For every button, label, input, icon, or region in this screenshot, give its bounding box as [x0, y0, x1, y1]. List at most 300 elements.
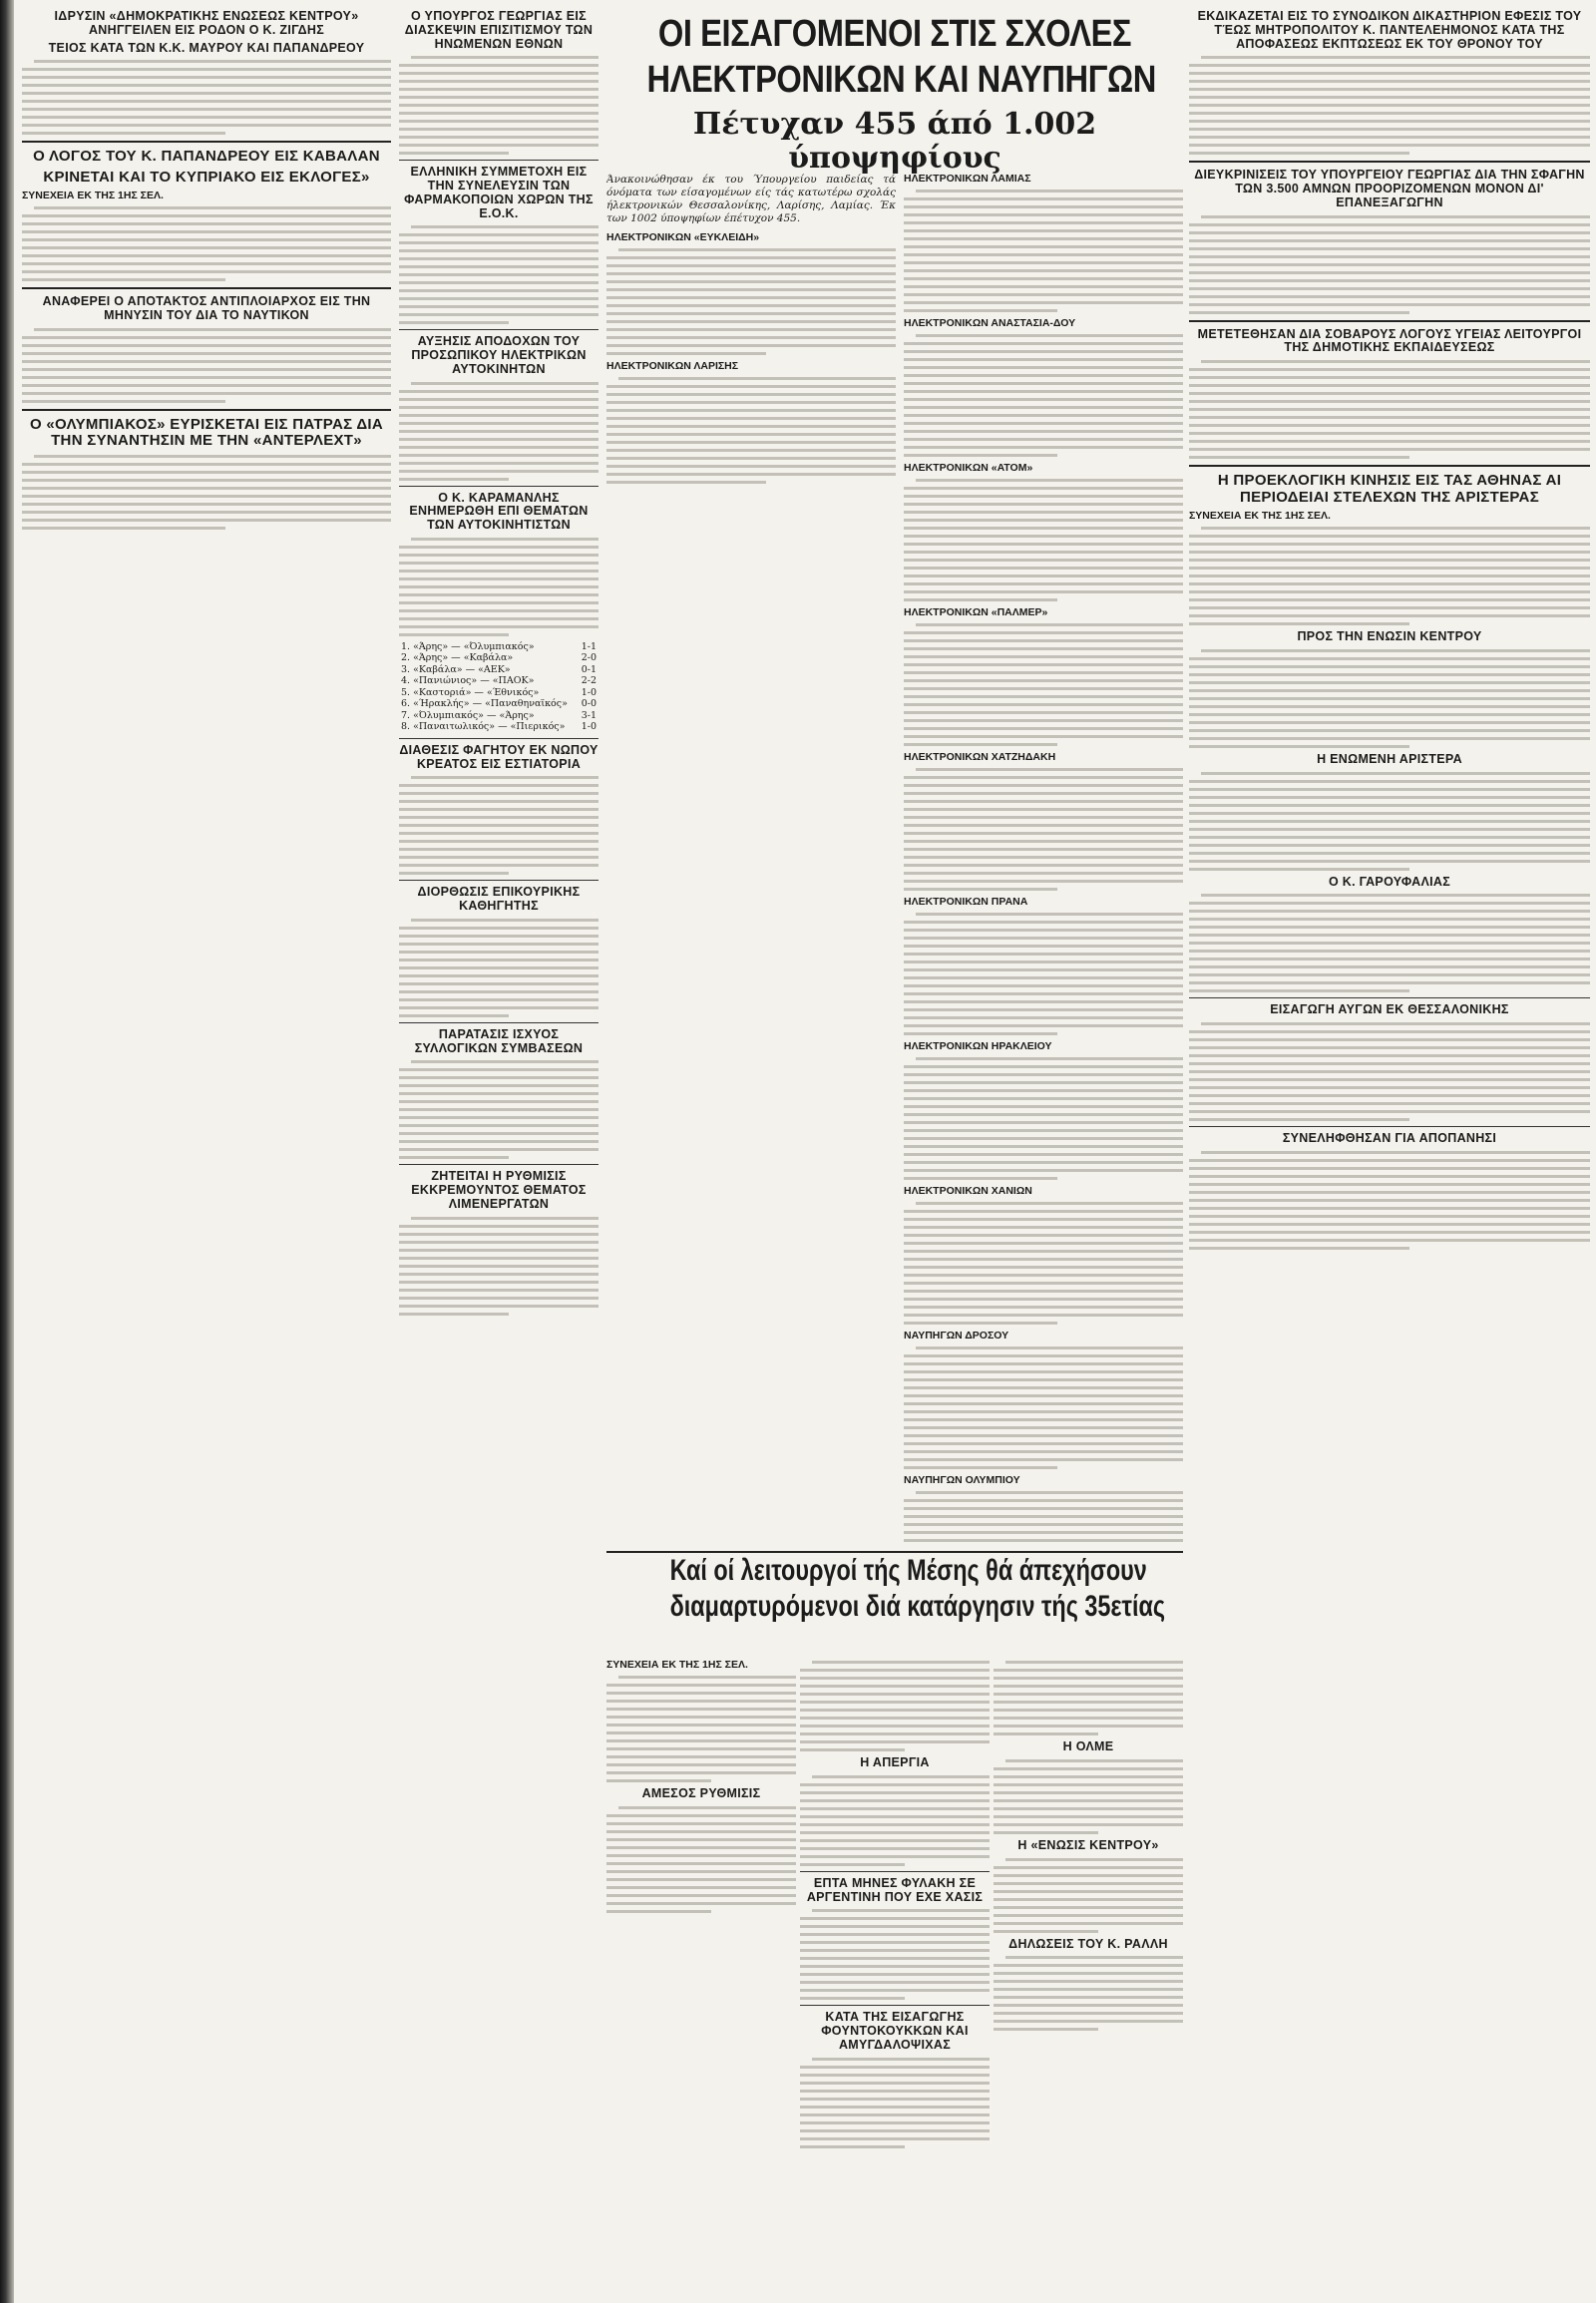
text-line	[904, 543, 1183, 546]
bottom-column-1	[606, 1656, 796, 2294]
text-line	[606, 344, 896, 347]
text-line	[399, 454, 598, 457]
text-line	[399, 943, 598, 946]
text-line	[22, 230, 391, 233]
text-line	[904, 229, 1183, 232]
main-headline-line1: ΟΙ ΕΙΣΑΓΟΜΕΝΟΙ ΣΤΙΣ ΣΧΟΛΕΣ	[657, 13, 1132, 55]
text-line	[1201, 649, 1590, 652]
text-line	[399, 998, 598, 1001]
text-line	[606, 401, 896, 404]
text-line	[22, 344, 391, 347]
text-line	[904, 743, 1057, 746]
text-line	[904, 968, 1183, 971]
subhead-enomeni-aristera: Η ΕΝΩΜΕΝΗ ΑΡΙΣΤΕΡΑ	[1317, 751, 1462, 766]
text-line	[994, 1709, 1183, 1712]
text-line	[1189, 279, 1590, 282]
text-line	[606, 304, 896, 307]
text-line	[994, 1906, 1183, 1909]
text-line	[800, 1693, 990, 1696]
headline-col1-5: ΑΝΑΦΕΡΕΙ Ο ΑΠΟΤΑΚΤΟΣ ΑΝΤΙΠΛΟΙΑΡΧΟΣ ΕΙΣ ΤΗΝ ΜΗΝΥΣΙΝ ΤΟΥ ΔΙΑ ΤΟ ΝΑΥΤΙΚΟΝ	[42, 294, 371, 322]
text-line	[399, 64, 598, 67]
text-line	[916, 1057, 1183, 1060]
text-line	[399, 872, 509, 875]
text-line	[904, 567, 1183, 570]
text-line	[1201, 1022, 1590, 1025]
text-line	[800, 1989, 990, 1992]
text-line	[800, 1933, 990, 1936]
headline-fountoukia: ΚΑΤΑ ΤΗΣ ΕΙΣΑΓΩΓΗΣ ΦΟΥΝΤΟΚΟΥΚΚΩΝ ΚΑΙ ΑΜΥΓΔΑΛΟΨΙΧΑΣ	[821, 2010, 969, 2052]
text-line	[904, 727, 1183, 730]
text-line	[1189, 788, 1590, 791]
match-cell: 3. «Καβάλα» — «ΑΕΚ»	[401, 663, 511, 675]
text-line	[1189, 1086, 1590, 1089]
text-line	[399, 281, 598, 284]
text-line	[1189, 271, 1590, 274]
headline-col5-1: ΕΚΔΙΚΑΖΕΤΑΙ ΕΙΣ ΤΟ ΣΥΝΟΔΙΚΟΝ ΔΙΚΑΣΤΗΡΙΟΝ ΕΦΕΣΙΣ ΤΟΥ ΤΈΩΣ ΜΗΤΡΟΠΟΛΙΤΟΥ Κ. ΠΑΝΤΕΛΕΗΜΟΝΟΣ ΚΑΤΑ ΤΗΣ ΑΠΟΦΑΣΕΩΣ ΕΚΠΤΩΣΕΩΣ ΕΚ ΤΟΥ ΘΡΟΝΟΥ ΤΟΥ	[1197, 9, 1582, 51]
text-line	[904, 1161, 1183, 1164]
text-line	[800, 1847, 990, 1850]
text-line	[994, 1898, 1183, 1901]
text-line	[399, 1265, 598, 1268]
text-line	[800, 1685, 990, 1688]
column-3	[606, 170, 896, 1546]
text-line	[904, 832, 1183, 835]
article-body	[22, 455, 391, 530]
text-line	[916, 1202, 1183, 1205]
text-line	[606, 1724, 796, 1727]
text-line	[994, 1783, 1183, 1786]
text-line	[399, 792, 598, 795]
text-line	[399, 80, 598, 83]
subhead-enosis: Η «ΕΝΩΣΙΣ ΚΕΝΤΡΟΥ»	[1017, 1837, 1159, 1852]
text-line	[399, 1116, 598, 1119]
text-line	[399, 1281, 598, 1284]
school-section-heading: ΝΑΥΠΗΓΩΝ ΟΛΥΜΠΙΟΥ	[904, 1474, 1020, 1486]
text-line	[606, 352, 766, 355]
text-line	[399, 848, 598, 851]
text-line	[916, 768, 1183, 771]
text-line	[1189, 368, 1590, 371]
text-line	[904, 937, 1183, 940]
text-line	[1189, 567, 1590, 570]
text-line	[399, 974, 598, 977]
text-line	[916, 190, 1183, 192]
secondary-headline-line2: διαμαρτυρόμενοι διά κατάργησιν τής 35ετίας	[669, 1590, 1166, 1623]
text-line	[800, 1997, 905, 2000]
text-line	[1189, 614, 1590, 617]
text-line	[22, 352, 391, 355]
text-line	[399, 305, 598, 308]
text-line	[800, 1701, 990, 1704]
text-line	[1201, 527, 1590, 530]
text-line	[606, 1902, 796, 1905]
text-line	[1189, 136, 1590, 139]
match-cell: 4. «Πανιώνιος» — «ΠΑΟΚ»	[401, 675, 535, 687]
text-line	[904, 784, 1183, 787]
text-line	[904, 1274, 1183, 1277]
text-line	[22, 519, 391, 522]
text-line	[1189, 400, 1590, 403]
text-line	[904, 1234, 1183, 1237]
text-line	[1189, 745, 1409, 748]
text-line	[904, 984, 1183, 987]
text-line	[399, 321, 509, 324]
text-line	[904, 1378, 1183, 1381]
text-line	[904, 358, 1183, 361]
school-section-heading: ΗΛΕΚΤΡΟΝΙΚΩΝ ΧΑΤΖΗΔΑΚΗ	[904, 751, 1056, 763]
text-line	[904, 1097, 1183, 1100]
text-line	[399, 577, 598, 580]
text-line	[399, 935, 598, 938]
text-line	[606, 1692, 796, 1695]
continuation-label: ΣΥΝΕΧΕΙΑ ΕΚ ΤΗΣ 1ΗΣ ΣΕΛ.	[1189, 510, 1331, 522]
text-line	[399, 832, 598, 835]
text-line	[904, 1370, 1183, 1373]
text-line	[606, 441, 896, 444]
text-line	[1189, 456, 1409, 459]
text-line	[1189, 705, 1590, 708]
text-line	[904, 1290, 1183, 1293]
text-line	[904, 1466, 1057, 1469]
text-line	[606, 1846, 796, 1849]
text-line	[606, 288, 896, 291]
text-line	[800, 2113, 990, 2116]
text-line	[606, 320, 896, 323]
names-list	[904, 768, 1183, 891]
text-line	[618, 1806, 796, 1809]
article-body	[399, 919, 598, 1017]
text-line	[904, 1314, 1183, 1317]
text-line	[606, 1684, 796, 1687]
text-line	[800, 2066, 990, 2069]
text-line	[399, 144, 598, 147]
text-line	[34, 60, 391, 63]
text-line	[1189, 622, 1409, 625]
article-body	[1189, 215, 1590, 314]
text-line	[904, 1113, 1183, 1116]
text-line	[904, 366, 1183, 369]
text-line	[904, 655, 1183, 658]
text-line	[904, 503, 1183, 506]
text-line	[904, 245, 1183, 248]
text-line	[904, 824, 1183, 827]
text-line	[1189, 582, 1590, 585]
text-line	[904, 1137, 1183, 1140]
school-section-heading: ΗΛΕΚΤΡΟΝΙΚΩΝ ΛΑΡΙΣΗΣ	[606, 360, 739, 372]
text-line	[399, 104, 598, 107]
text-line	[800, 1717, 990, 1720]
text-line	[1189, 1247, 1409, 1250]
text-line	[411, 1060, 598, 1063]
text-line	[399, 601, 598, 604]
text-line	[904, 719, 1183, 722]
text-line	[904, 880, 1183, 883]
headline-col1-4: ΚΡΙΝΕΤΑΙ ΚΑΙ ΤΟ ΚΥΠΡΙΑΚΟ ΕΙΣ ΕΚΛΟΓΕΣ»	[43, 168, 370, 186]
text-line	[1189, 535, 1590, 538]
text-line	[399, 1289, 598, 1292]
match-cell: 1. «Άρης» — «Όλυμπιακός»	[401, 640, 535, 652]
text-line	[904, 992, 1183, 995]
text-line	[399, 1006, 598, 1009]
text-line	[800, 2137, 990, 2140]
article-body	[994, 1759, 1183, 1834]
text-line	[800, 1783, 990, 1786]
text-line	[904, 1523, 1183, 1526]
text-line	[1189, 860, 1590, 863]
text-line	[904, 390, 1183, 393]
text-line	[994, 1807, 1183, 1810]
text-line	[904, 647, 1183, 650]
text-line	[606, 409, 896, 412]
text-line	[904, 527, 1183, 530]
match-cell: 8. «Παναιτωλικός» — «Πιερικός»	[401, 721, 566, 733]
main-headline	[606, 8, 1183, 176]
text-line	[800, 1815, 990, 1818]
text-line	[1189, 1175, 1590, 1178]
main-subheadline: Πέτυχαν 455 άπό 1.002 ύποψηφίους	[692, 107, 1097, 176]
text-line	[399, 478, 509, 481]
text-line	[994, 1677, 1183, 1680]
text-line	[994, 1693, 1183, 1696]
table-row	[399, 641, 598, 653]
text-line	[904, 1531, 1183, 1534]
school-section-heading: ΗΛΕΚΤΡΟΝΙΚΩΝ «ΑΤΟΜ»	[904, 462, 1033, 474]
text-line	[399, 864, 598, 867]
text-line	[904, 695, 1183, 698]
results-table	[399, 641, 598, 733]
text-line	[904, 446, 1183, 449]
text-line	[399, 585, 598, 588]
text-line	[904, 1434, 1183, 1437]
text-line	[1189, 104, 1590, 107]
text-line	[606, 425, 896, 428]
text-line	[800, 1791, 990, 1794]
subhead-ameso: ΑΜΕΣΟΣ ΡΥΘΜΙΣΙΣ	[641, 1786, 761, 1800]
text-line	[800, 2121, 990, 2124]
text-line	[1201, 56, 1590, 59]
text-line	[1189, 1062, 1590, 1065]
text-line	[904, 808, 1183, 811]
text-line	[904, 816, 1183, 819]
text-line	[1189, 128, 1590, 131]
text-line	[34, 328, 391, 331]
text-line	[904, 1065, 1183, 1068]
text-line	[904, 285, 1183, 288]
text-line	[22, 68, 391, 71]
text-line	[1189, 713, 1590, 716]
text-line	[1189, 950, 1590, 953]
text-line	[1189, 820, 1590, 823]
text-line	[904, 253, 1183, 256]
text-line	[994, 1964, 1183, 1967]
text-line	[1189, 1207, 1590, 1210]
text-line	[904, 261, 1183, 264]
text-line	[1189, 965, 1590, 968]
text-line	[904, 679, 1183, 682]
text-line	[399, 824, 598, 827]
text-line	[1189, 424, 1590, 427]
text-line	[399, 470, 598, 473]
names-list	[904, 1057, 1183, 1180]
text-line	[800, 1855, 990, 1858]
text-line	[812, 1661, 990, 1664]
names-list	[904, 1491, 1183, 1546]
text-line	[606, 1894, 796, 1897]
text-line	[904, 1354, 1183, 1357]
text-line	[1189, 551, 1590, 554]
text-line	[1189, 780, 1590, 783]
text-line	[904, 511, 1183, 514]
text-line	[618, 248, 896, 251]
names-list	[904, 190, 1183, 312]
text-line	[411, 225, 598, 228]
text-line	[904, 406, 1183, 409]
text-line	[904, 237, 1183, 240]
text-line	[916, 334, 1183, 337]
text-line	[399, 1014, 509, 1017]
article-body	[800, 2058, 990, 2148]
column-4	[904, 170, 1183, 1546]
text-line	[904, 1073, 1183, 1076]
text-line	[904, 1266, 1183, 1269]
text-line	[904, 430, 1183, 433]
secondary-headline-line1: Καί οί λειτουργοί τής Μέσης θά άπεχήσουν	[669, 1554, 1147, 1587]
text-line	[994, 1988, 1183, 1991]
text-line	[1189, 311, 1409, 314]
text-line	[22, 124, 391, 127]
text-line	[904, 1129, 1183, 1132]
text-line	[904, 590, 1183, 593]
article-body	[22, 206, 391, 281]
text-line	[1189, 543, 1590, 546]
text-line	[1201, 772, 1590, 775]
text-line	[904, 269, 1183, 272]
text-line	[399, 422, 598, 425]
text-line	[904, 1210, 1183, 1213]
text-line	[994, 2012, 1183, 2015]
article-body	[22, 60, 391, 135]
article-body	[800, 1775, 990, 1866]
text-line	[904, 398, 1183, 401]
text-line	[399, 1273, 598, 1276]
text-line	[800, 1863, 905, 1866]
text-line	[904, 293, 1183, 296]
text-line	[1189, 263, 1590, 266]
text-line	[22, 384, 391, 387]
text-line	[916, 1346, 1183, 1349]
headline-col1-2: ΤΕΙΟΣ ΚΑΤΑ ΤΩΝ Κ.Κ. ΜΑΥΡΟΥ ΚΑΙ ΠΑΠΑΝΔΡΕΟΥ	[48, 40, 365, 55]
text-line	[800, 2129, 990, 2132]
text-line	[399, 1313, 509, 1316]
text-line	[399, 593, 598, 596]
text-line	[904, 487, 1183, 490]
text-line	[1189, 384, 1590, 387]
text-line	[22, 92, 391, 95]
text-line	[800, 1669, 990, 1672]
text-line	[606, 1878, 796, 1881]
headline-col2-5: ΔΙΑΘΕΣΙΣ ΦΑΓΗΤΟΥ ΕΚ ΝΩΠΟΥ ΚΡΕΑΤΟΣ ΕΙΣ ΕΣΤΙΑΤΟΡΙΑ	[399, 742, 598, 771]
text-line	[904, 1515, 1183, 1518]
text-line	[994, 1823, 1183, 1826]
text-line	[1005, 1759, 1183, 1762]
text-line	[399, 289, 598, 292]
text-line	[399, 800, 598, 803]
article-body	[399, 1217, 598, 1316]
headline-col1-6: Ο «ΟΛΥΜΠΙΑΚΟΣ» ΕΥΡΙΣΚΕΤΑΙ ΕΙΣ ΠΑΤΡΑΣ ΔΙΑ ΤΗΝ ΣΥΝΑΝΤΗΣΙΝ ΜΕ ΤΗΝ «ΑΝΤΕΡΛΕΧΤ»	[29, 415, 384, 450]
text-line	[606, 1747, 796, 1750]
article-body	[1189, 527, 1590, 625]
text-line	[22, 132, 225, 135]
text-line	[1189, 1199, 1590, 1202]
text-line	[904, 703, 1183, 706]
headline-col2-3: ΑΥΞΗΣΙΣ ΑΠΟΔΟΧΩΝ ΤΟΥ ΠΡΟΣΩΠΙΚΟΥ ΗΛΕΚΤΡΙΚΩΝ ΑΥΤΟΚΙΝΗΤΩΝ	[411, 334, 587, 376]
text-line	[399, 152, 509, 155]
text-line	[904, 1258, 1183, 1261]
table-row	[399, 687, 598, 699]
text-line	[1189, 926, 1590, 929]
headline-col2-6: ΔΙΟΡΘΩΣΙΣ ΕΠΙΚΟΥΡΙΚΗΣ ΚΑΘΗΓΗΤΗΣ	[417, 885, 581, 913]
article-body	[399, 1060, 598, 1159]
text-line	[904, 582, 1183, 585]
text-line	[904, 1442, 1183, 1445]
text-line	[812, 1909, 990, 1912]
text-line	[1189, 598, 1590, 601]
text-line	[606, 312, 896, 315]
article-body	[399, 225, 598, 324]
text-line	[904, 1426, 1183, 1429]
text-line	[994, 1701, 1183, 1704]
text-line	[1189, 721, 1590, 724]
text-line	[606, 1708, 796, 1711]
score-cell: 2-2	[581, 675, 597, 687]
article-body	[994, 1858, 1183, 1933]
text-line	[1189, 120, 1590, 123]
school-section-heading: ΗΛΕΚΤΡΟΝΙΚΩΝ ΠΡΑΝΑ	[904, 896, 1028, 908]
text-line	[904, 301, 1183, 304]
text-line	[1189, 796, 1590, 799]
text-line	[904, 1322, 1057, 1325]
text-line	[904, 1218, 1183, 1221]
text-line	[800, 1839, 990, 1842]
names-list	[904, 623, 1183, 746]
headline-col5-2: ΔΙΕΥΚΡΙΝΙΣΕΙΣ ΤΟΥ ΥΠΟΥΡΓΕΙΟΥ ΓΕΩΡΓΙΑΣ ΔΙΑ ΤΗΝ ΣΦΑΓΗΝ ΤΩΝ 3.500 ΑΜΝΩΝ ΠΡΟΟΡΙΖΟΜΕΝΩΝ ΜΟΝΟΝ ΔΙ' ΕΠΑΝΕΞΑΓΩΓΗΝ	[1194, 168, 1585, 209]
text-line	[904, 414, 1183, 417]
match-cell: 6. «Ήρακλής» — «Παναθηναϊκός»	[401, 698, 568, 710]
text-line	[1189, 303, 1590, 306]
text-line	[1189, 1223, 1590, 1226]
school-section-heading: ΗΛΕΚΤΡΟΝΙΚΩΝ «ΕΥΚΛΕΙΔΗ»	[606, 231, 760, 243]
headline-col1-1: ΙΔΡΥΣΙΝ «ΔΗΜΟΚΡΑΤΙΚΗΣ ΕΝΩΣΕΩΣ ΚΕΝΤΡΟΥ» ΑΝΗΓΓΕΙΛΕΝ ΕΙΣ ΡΟΔΟΝ Ο Κ. ΖΙΓΔΗΣ	[54, 9, 359, 37]
text-line	[1189, 287, 1590, 290]
names-list	[606, 248, 896, 355]
text-line	[606, 1763, 796, 1766]
text-line	[904, 277, 1183, 280]
text-line	[399, 233, 598, 236]
text-line	[904, 1032, 1057, 1035]
text-line	[904, 575, 1183, 577]
score-cell: 0-1	[581, 663, 597, 675]
article-body	[1189, 56, 1590, 155]
text-line	[994, 1685, 1183, 1688]
text-line	[606, 272, 896, 275]
subhead-rallis: ΔΗΛΩΣΕΙΣ ΤΟΥ Κ. ΡΑΛΛΗ	[1008, 1936, 1168, 1951]
text-line	[606, 481, 766, 484]
text-line	[411, 538, 598, 541]
text-line	[606, 1838, 796, 1841]
text-line	[606, 1739, 796, 1742]
text-line	[904, 1121, 1183, 1124]
bottom-column-2	[800, 1656, 990, 2294]
